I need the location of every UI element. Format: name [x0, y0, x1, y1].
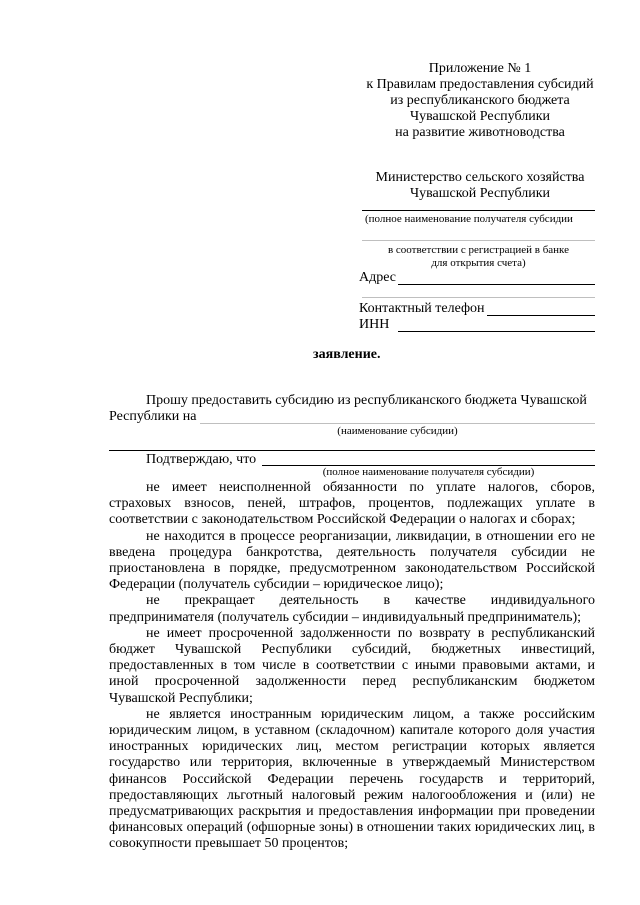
condition-paragraph: не находится в процессе реорганизации, ликвидации, в отношении его не введена процедура банкротства, деятельность получателя субсидии не приостановлена в порядке, предусмотренном законодательством Российской Федерации (получатель субсидии – юридическое лицо);: [109, 528, 595, 593]
appendix-line: Приложение № 1: [428, 61, 532, 76]
request-line: Прошу предоставить субсидию из республиканского бюджета Чувашской: [146, 393, 587, 408]
subsidy-name-field[interactable]: [200, 423, 595, 424]
conditions-list: [109, 480, 595, 853]
address-field-line-2[interactable]: [362, 297, 595, 298]
appendix-line: из республиканского бюджета: [390, 93, 570, 108]
condition-paragraph: не является иностранным юридическим лицом, а также российским юридическим лицом, в уставном (складочном) капитале которого доля участия иностранных юридических лиц, местом регистрации которых является государство или территория, включенные в утверждаемый Министерством финансов Российской Федерации перечень государств и территорий, предоставляющих льготный налоговый режим налогообложения и (или) не предусматривающих раскрытия и предоставления информации при проведении финансовых операций (офшорные зоны) в отношении таких юридических лиц, в совокупности превышает 50 процентов;: [109, 706, 595, 852]
appendix-line: на развитие животноводства: [395, 125, 565, 140]
ministry-block: [362, 170, 598, 202]
address-label: Адрес: [359, 270, 397, 285]
ministry-line: Чувашской Республики: [409, 186, 551, 201]
ministry-line: Министерство сельского хозяйства: [375, 170, 585, 185]
subsidy-caption: (наименование субсидии): [337, 425, 458, 437]
recipient-name-line-2: [362, 240, 595, 241]
recipient-caption: в соответствии с регистрацией в банке: [387, 244, 570, 256]
phone-field[interactable]: [487, 315, 595, 316]
recipient-caption: для открытия счета): [431, 257, 526, 269]
recipient-caption: (полное наименование получателя субсидии): [322, 466, 535, 478]
condition-paragraph: не имеет просроченной задолженности по возврату в республиканский бюджет Чувашской Республики субсидий, бюджетных инвестиций, предоставленных в том числе в соответствии с иными правовыми актами, и иной просроченной задолженности перед республиканским бюджетом Чувашской Республики;: [109, 625, 595, 706]
recipient-caption: (полное наименование получателя субсидии: [365, 213, 573, 225]
confirm-label: Подтверждаю, что: [146, 452, 257, 467]
appendix-header: [360, 61, 600, 141]
appendix-line: Чувашской Республики: [409, 109, 551, 124]
address-field[interactable]: [398, 284, 595, 285]
condition-paragraph: не имеет неисполненной обязанности по уплате налогов, сборов, страховых взносов, пеней, штрафов, процентов, подлежащих уплате в соответствии с законодательством Российской Федерации о налогах и сборах;: [109, 480, 595, 528]
appendix-line: к Правилам предоставления субсидий: [366, 77, 594, 92]
condition-paragraph: не прекращает деятельность в качестве индивидуального предпринимателя (получатель субсидии – индивидуальный предприниматель);: [109, 593, 595, 625]
inn-label: ИНН: [359, 317, 390, 332]
phone-label: Контактный телефон: [359, 301, 485, 316]
document-title: заявление.: [313, 347, 381, 362]
inn-field[interactable]: [398, 331, 595, 332]
subsidy-name-field-2[interactable]: [109, 450, 595, 451]
recipient-name-line: [362, 210, 595, 211]
request-line-prefix: Республики на: [109, 409, 197, 424]
